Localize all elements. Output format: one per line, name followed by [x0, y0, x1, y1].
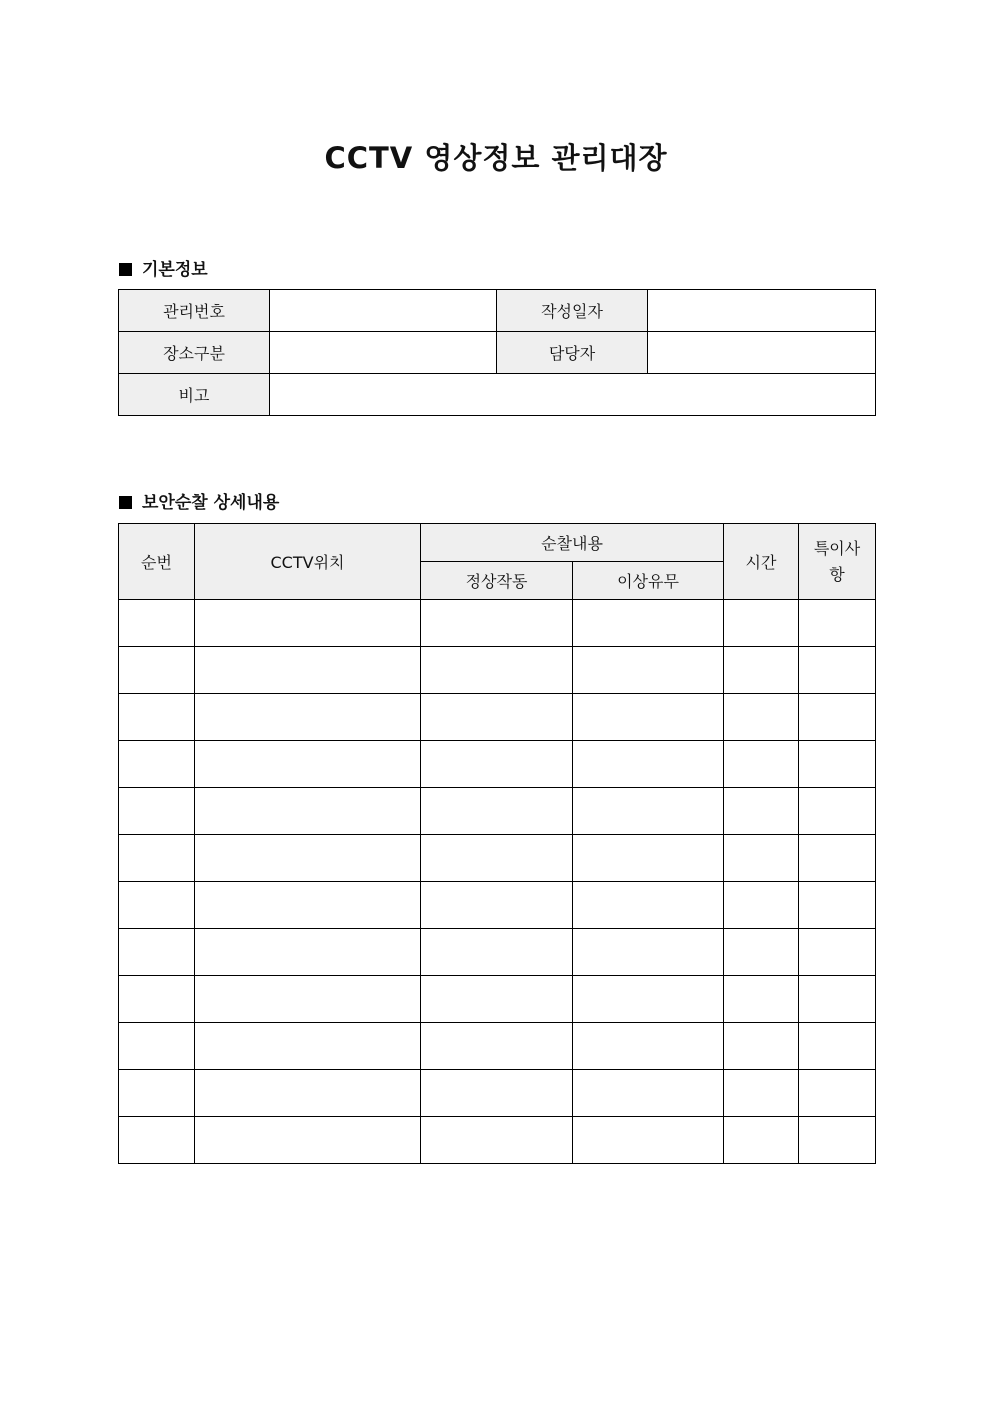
field-manager[interactable] [648, 332, 876, 374]
field-remarks[interactable] [270, 374, 876, 416]
cell-cctv-location[interactable] [195, 1023, 421, 1070]
label-remarks: 비고 [119, 374, 270, 416]
square-bullet-icon [119, 496, 132, 509]
table-row [119, 835, 876, 882]
cell-cctv-location[interactable] [195, 1070, 421, 1117]
cell-normal[interactable] [421, 788, 573, 835]
cell-seq[interactable] [119, 976, 195, 1023]
cell-cctv-location[interactable] [195, 976, 421, 1023]
cell-abnormal[interactable] [573, 741, 724, 788]
cell-cctv-location[interactable] [195, 929, 421, 976]
table-row [119, 976, 876, 1023]
cell-normal[interactable] [421, 741, 573, 788]
cell-abnormal[interactable] [573, 1117, 724, 1164]
table-row [119, 882, 876, 929]
cell-special[interactable] [799, 647, 876, 694]
cell-seq[interactable] [119, 694, 195, 741]
header-seq: 순번 [119, 524, 195, 600]
cell-special[interactable] [799, 976, 876, 1023]
cell-cctv-location[interactable] [195, 1117, 421, 1164]
basic-info-table [118, 289, 876, 416]
cell-special[interactable] [799, 835, 876, 882]
header-patrol: 순찰내용 [421, 524, 724, 562]
table-row [119, 1023, 876, 1070]
table-row [119, 788, 876, 835]
cell-time[interactable] [724, 1070, 799, 1117]
cell-cctv-location[interactable] [195, 600, 421, 647]
patrol-detail-table [118, 523, 876, 1164]
section-basic-heading [119, 255, 208, 280]
cell-time[interactable] [724, 1117, 799, 1164]
header-special-label: 특이사항 [813, 538, 861, 584]
cell-normal[interactable] [421, 647, 573, 694]
square-bullet-icon [119, 263, 132, 276]
page-title: CCTV 영상정보 관리대장 [324, 141, 668, 175]
cell-seq[interactable] [119, 1023, 195, 1070]
cell-special[interactable] [799, 788, 876, 835]
field-date[interactable] [648, 290, 876, 332]
cell-abnormal[interactable] [573, 647, 724, 694]
cell-special[interactable] [799, 929, 876, 976]
cell-abnormal[interactable] [573, 929, 724, 976]
label-manager: 담당자 [497, 332, 648, 374]
cell-time[interactable] [724, 741, 799, 788]
cell-abnormal[interactable] [573, 882, 724, 929]
cell-seq[interactable] [119, 882, 195, 929]
cell-cctv-location[interactable] [195, 788, 421, 835]
cell-seq[interactable] [119, 1117, 195, 1164]
table-row [119, 1117, 876, 1164]
cell-time[interactable] [724, 1023, 799, 1070]
cell-abnormal[interactable] [573, 1023, 724, 1070]
header-abnormal: 이상유무 [573, 562, 724, 600]
section-detail-label: 보안순찰 상세내용 [142, 493, 280, 513]
cell-normal[interactable] [421, 1023, 573, 1070]
table-row [119, 600, 876, 647]
cell-special[interactable] [799, 694, 876, 741]
cell-seq[interactable] [119, 1070, 195, 1117]
cell-cctv-location[interactable] [195, 741, 421, 788]
cell-normal[interactable] [421, 835, 573, 882]
cell-abnormal[interactable] [573, 1070, 724, 1117]
cell-abnormal[interactable] [573, 694, 724, 741]
cell-special[interactable] [799, 1023, 876, 1070]
cell-normal[interactable] [421, 1117, 573, 1164]
cell-time[interactable] [724, 976, 799, 1023]
cell-time[interactable] [724, 929, 799, 976]
cell-abnormal[interactable] [573, 788, 724, 835]
cell-abnormal[interactable] [573, 976, 724, 1023]
table-row [119, 929, 876, 976]
label-location: 장소구분 [119, 332, 270, 374]
cell-time[interactable] [724, 882, 799, 929]
cell-abnormal[interactable] [573, 600, 724, 647]
cell-seq[interactable] [119, 929, 195, 976]
cell-cctv-location[interactable] [195, 647, 421, 694]
label-date: 작성일자 [497, 290, 648, 332]
cell-seq[interactable] [119, 788, 195, 835]
cell-seq[interactable] [119, 600, 195, 647]
table-row [119, 694, 876, 741]
cell-seq[interactable] [119, 647, 195, 694]
cell-normal[interactable] [421, 976, 573, 1023]
cell-time[interactable] [724, 694, 799, 741]
cell-seq[interactable] [119, 835, 195, 882]
cell-time[interactable] [724, 647, 799, 694]
header-special [799, 524, 876, 600]
cell-normal[interactable] [421, 694, 573, 741]
cell-time[interactable] [724, 788, 799, 835]
field-mgmt-no[interactable] [270, 290, 497, 332]
cell-special[interactable] [799, 1070, 876, 1117]
section-basic-label: 기본정보 [142, 260, 208, 280]
cell-seq[interactable] [119, 741, 195, 788]
cell-special[interactable] [799, 741, 876, 788]
cell-abnormal[interactable] [573, 835, 724, 882]
cell-normal[interactable] [421, 1070, 573, 1117]
cell-cctv-location[interactable] [195, 694, 421, 741]
cell-cctv-location[interactable] [195, 835, 421, 882]
cell-cctv-location[interactable] [195, 882, 421, 929]
table-row [119, 741, 876, 788]
field-location[interactable] [270, 332, 497, 374]
label-mgmt-no: 관리번호 [119, 290, 270, 332]
cell-normal[interactable] [421, 929, 573, 976]
table-row [119, 647, 876, 694]
cell-special[interactable] [799, 882, 876, 929]
patrol-detail-body [119, 600, 876, 1164]
cell-normal[interactable] [421, 600, 573, 647]
section-detail-heading [119, 488, 279, 513]
header-normal: 정상작동 [421, 562, 573, 600]
table-row [119, 1070, 876, 1117]
cell-special[interactable] [799, 1117, 876, 1164]
cell-time[interactable] [724, 835, 799, 882]
cell-normal[interactable] [421, 882, 573, 929]
header-cctv-location: CCTV위치 [195, 524, 421, 600]
cell-special[interactable] [799, 600, 876, 647]
header-time: 시간 [724, 524, 799, 600]
cell-time[interactable] [724, 600, 799, 647]
